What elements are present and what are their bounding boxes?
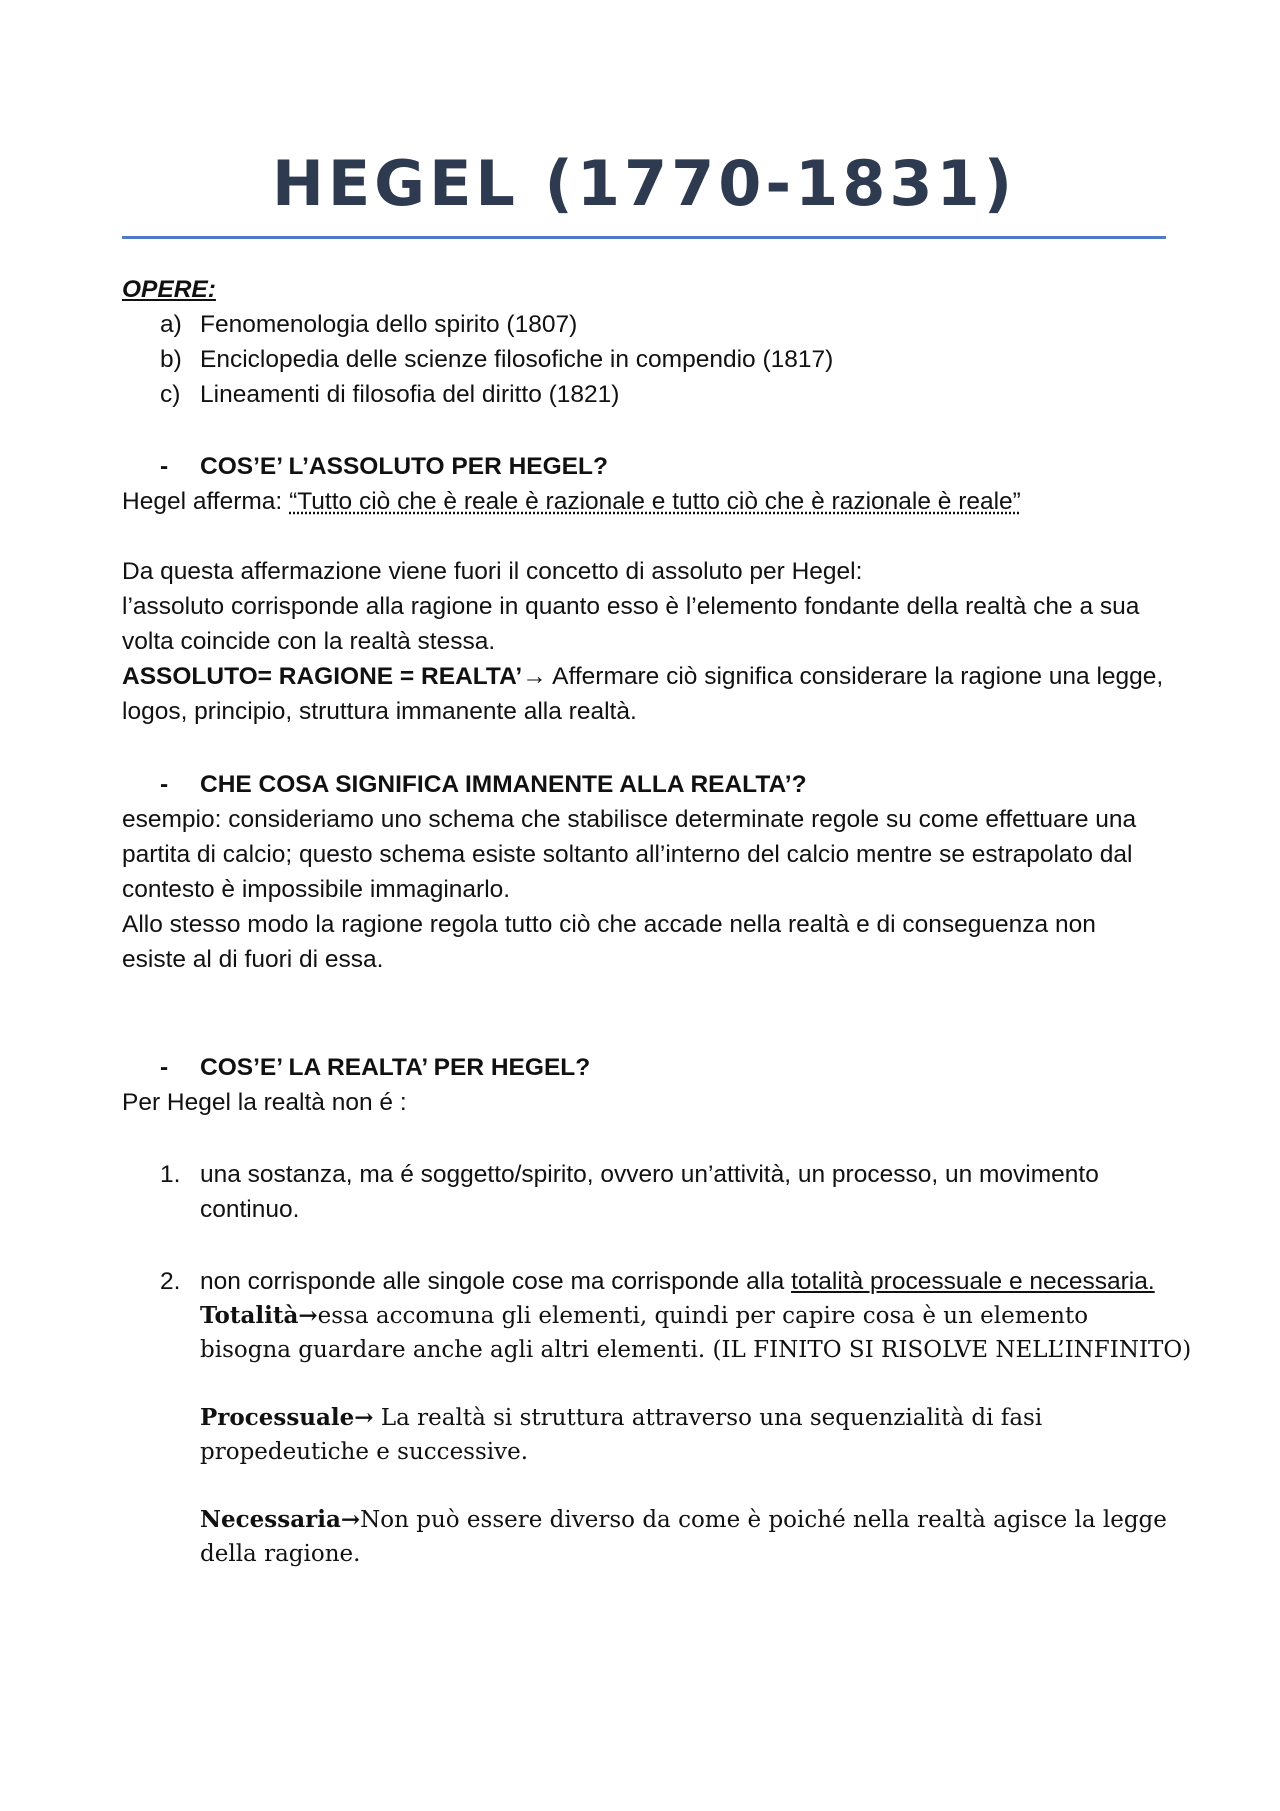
- section3-item2-marker: 2.: [160, 1268, 181, 1295]
- section1-intro: Hegel afferma:: [122, 488, 290, 515]
- necessaria-text1: Non può essere diverso da come è poiché nella realtà agisce la legge: [360, 1507, 1167, 1533]
- arrow-icon: →: [354, 1404, 374, 1431]
- section1-dash: -: [160, 453, 169, 480]
- page-title: HEGEL (1770-1831): [271, 147, 1017, 220]
- arrow-icon: →: [340, 1506, 361, 1533]
- section2-l2: partita di calcio; questo schema esiste soltanto all’interno del calcio mentre se estrapolato dal: [122, 841, 1133, 868]
- section3-item1-l2: continuo.: [200, 1196, 300, 1223]
- section3-item1-marker: 1.: [160, 1161, 181, 1188]
- processuale-line1: [200, 1404, 1042, 1433]
- section2-l1: esempio: consideriamo uno schema che stabilisce determinate regole su come effettuare una: [122, 806, 1137, 833]
- section2-heading: CHE COSA SIGNIFICA IMMANENTE ALLA REALTA’?: [200, 771, 807, 798]
- totalita-label: Totalità: [200, 1302, 299, 1329]
- section1-p1: Da questa affermazione viene fuori il concetto di assoluto per Hegel:: [122, 558, 863, 585]
- opere-marker-b: b): [160, 346, 182, 373]
- section1-p3a: Affermare ciò significa considerare la ragione una legge,: [546, 663, 1164, 690]
- section1-p3b: logos, principio, struttura immanente alla realtà.: [122, 698, 637, 725]
- section1-heading: COS’E’ L’ASSOLUTO PER HEGEL?: [200, 453, 608, 480]
- processuale-text1: La realtà si struttura attraverso una sequenzialità di fasi: [373, 1405, 1043, 1431]
- section1-formula-line: [122, 662, 1163, 691]
- section1-p2b: volta coincide con la realtà stessa.: [122, 628, 496, 655]
- section3-item1-l1: una sostanza, ma é soggetto/spirito, ovvero un’attività, un processo, un movimento: [200, 1161, 1099, 1188]
- necessaria-line1: [200, 1506, 1167, 1535]
- section2-l3: contesto è impossibile immaginarlo.: [122, 876, 511, 903]
- processuale-label: Processuale: [200, 1404, 355, 1431]
- section2-l4: Allo stesso modo la ragione regola tutto ciò che accade nella realtà e di conseguenza non: [122, 911, 1096, 938]
- section1-quote: “Tutto ciò che è reale è razionale e tutto ciò che è razionale è reale”: [289, 488, 1021, 515]
- necessaria-label: Necessaria: [200, 1506, 341, 1533]
- section1-p2a: l’assoluto corrisponde alla ragione in quanto esso è l’elemento fondante della realtà che a sua: [122, 593, 1140, 620]
- opere-item-c: Lineamenti di filosofia del diritto (1821): [200, 381, 620, 408]
- section3-heading: COS’E’ LA REALTA’ PER HEGEL?: [200, 1054, 591, 1081]
- opere-heading: OPERE:: [122, 276, 216, 303]
- arrow-icon: →: [298, 1302, 318, 1329]
- section3-item2-l1: [200, 1267, 1155, 1296]
- opere-item-b: Enciclopedia delle scienze filosofiche in compendio (1817): [200, 346, 834, 373]
- section3-intro: Per Hegel la realtà non é :: [122, 1089, 407, 1116]
- necessaria-line2: della ragione.: [200, 1541, 361, 1567]
- section1-intro-line: [122, 487, 1021, 516]
- section3-dash: -: [160, 1054, 169, 1081]
- totalita-text1: essa accomuna gli elementi, quindi per capire cosa è un elemento: [317, 1303, 1089, 1329]
- section2-dash: -: [160, 771, 169, 798]
- section3-item2-l1b: totalità processuale e necessaria.: [791, 1268, 1155, 1295]
- opere-marker-c: c): [160, 381, 181, 408]
- section3-item2-l1a: non corrisponde alle singole cose ma corrisponde alla: [200, 1268, 792, 1295]
- totalita-line1: [200, 1302, 1088, 1331]
- section1-formula: ASSOLUTO= RAGIONE = REALTA’: [122, 663, 523, 690]
- arrow-icon: →: [522, 663, 547, 690]
- opere-marker-a: a): [160, 311, 182, 338]
- opere-item-a: Fenomenologia dello spirito (1807): [200, 311, 578, 338]
- processuale-line2: propedeutiche e successive.: [200, 1439, 529, 1465]
- totalita-line2: bisogna guardare anche agli altri elementi. (IL FINITO SI RISOLVE NELL’INFINITO): [200, 1337, 1192, 1363]
- section2-l5: esiste al di fuori di essa.: [122, 946, 384, 973]
- title-underline: [122, 236, 1166, 239]
